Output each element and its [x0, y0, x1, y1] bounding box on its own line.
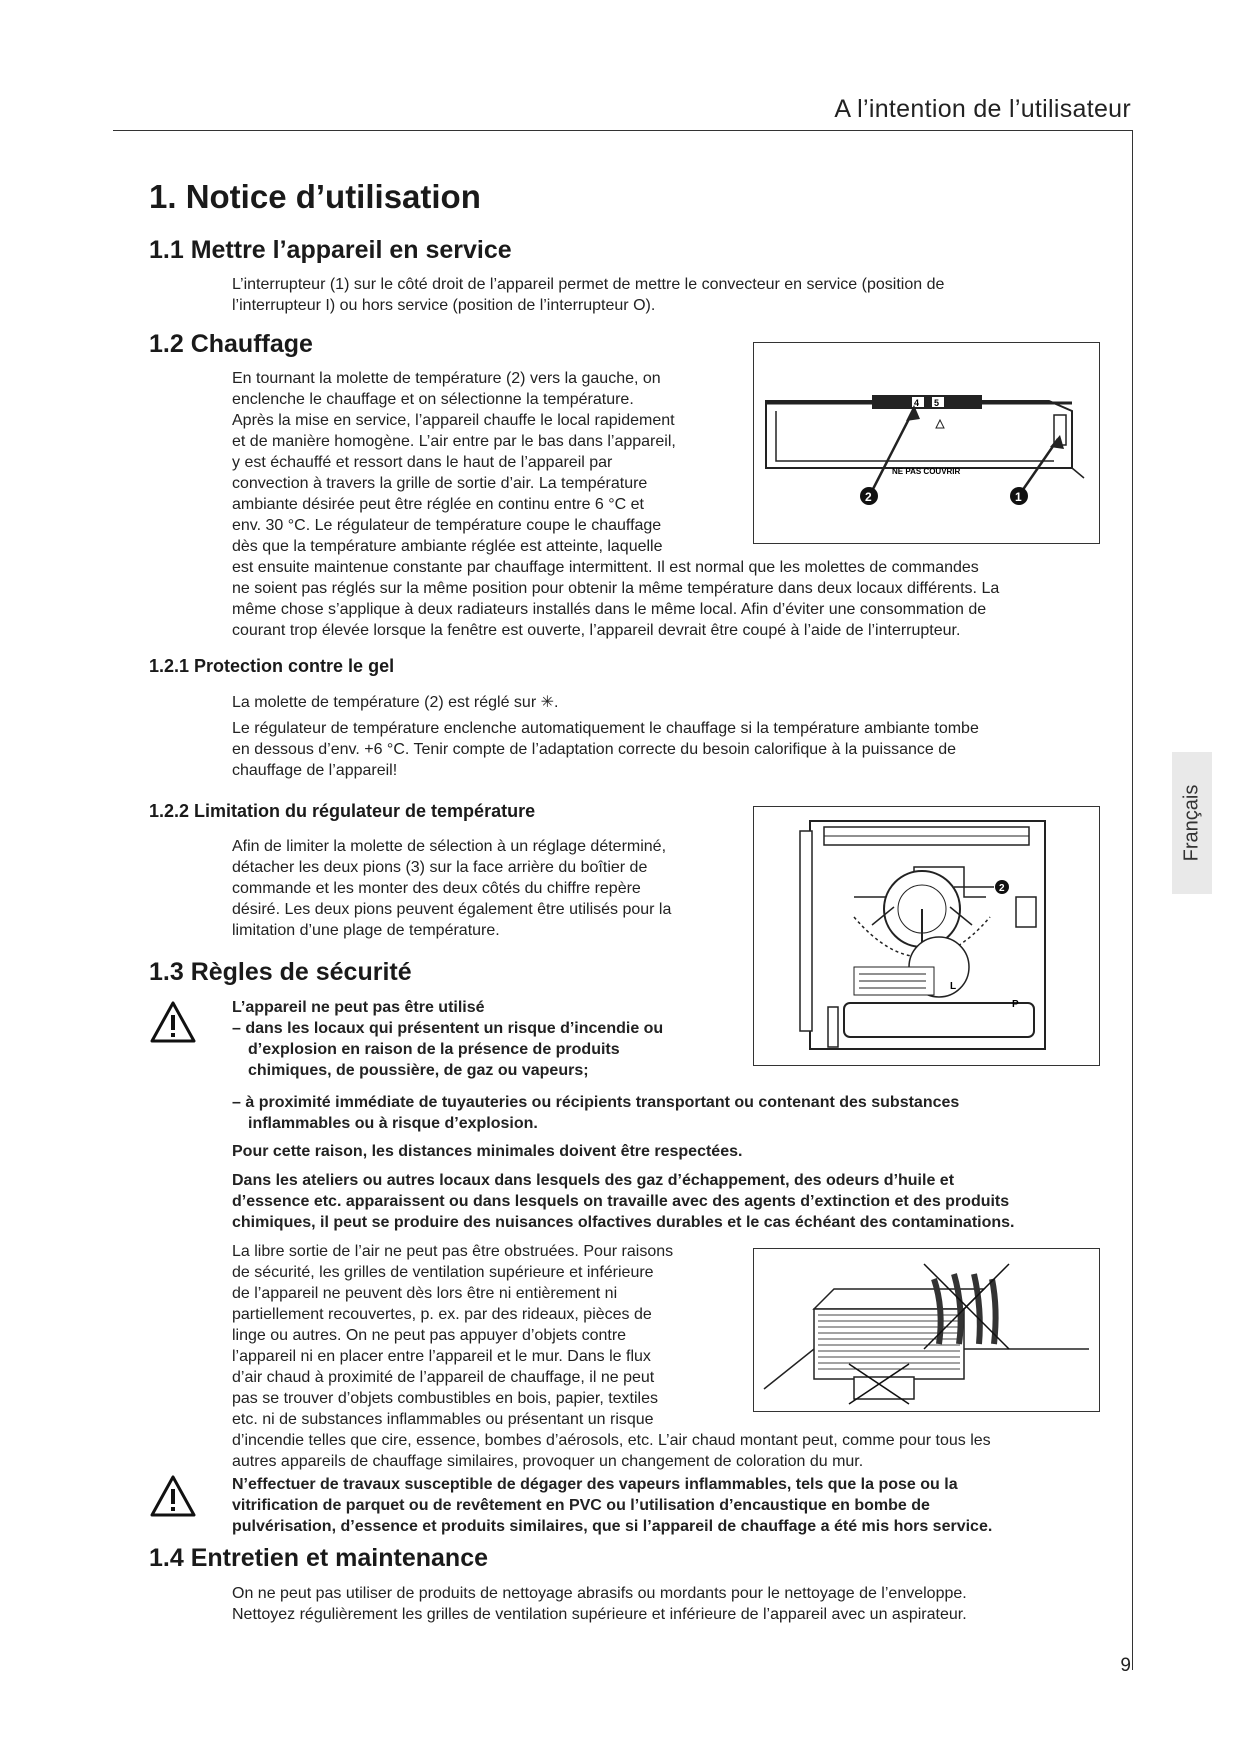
text-line: enclenche le chauffage et on sélectionne la température. — [232, 391, 634, 408]
text-line: etc. ni de substances inflammables ou présentant un risque — [232, 1411, 654, 1428]
warning-dash-2 — [232, 1092, 1112, 1134]
distances-note: Pour cette raison, les distances minimales doivent être respectées. — [232, 1143, 743, 1160]
label-p: P — [1012, 999, 1019, 1010]
text-line: en dessous d’env. +6 °C. Tenir compte de l’adaptation correcte du besoin calorifique à la puissance de — [232, 741, 957, 758]
text-line: L’interrupteur (1) sur le côté droit de l’appareil permet de mettre le convecteur en service (position de — [232, 276, 945, 293]
dash-item-line: – dans les locaux qui présentent un risque d’incendie ou — [232, 1020, 664, 1037]
text-line: l’appareil ni en placer entre l’appareil et le mur. Dans le flux — [232, 1348, 651, 1365]
text-line: vitrification de parquet ou de revêtement en PVC ou l’utilisation d’encaustique en bombe de — [232, 1497, 930, 1514]
heater-controls-illustration — [754, 343, 1099, 543]
callout-2: 2 — [999, 883, 1005, 894]
text-line: commande et les monter des deux côtés du chiffre repère — [232, 880, 641, 897]
text-line: est ensuite maintenue constante par chauffage intermittent. Il est normal que les molettes de commandes — [232, 559, 979, 576]
heading-1-2-2: 1.2.2 Limitation du régulateur de température — [149, 801, 536, 821]
text-line: et de manière homogène. L’air entre par le bas dans l’appareil, — [232, 433, 676, 450]
callout-1: 1 — [1015, 490, 1022, 504]
do-not-cover-illustration — [754, 1249, 1099, 1411]
text-line: pulvérisation, d’essence et produits similaires, que si l’appareil de chauffage a été mis hors service. — [232, 1518, 993, 1535]
text-line: linge ou autres. On ne peut pas appuyer d’objets contre — [232, 1327, 627, 1344]
paragraph-1-1 — [232, 274, 1102, 316]
warning-triangle-icon — [150, 1474, 196, 1518]
control-box-illustration — [754, 807, 1099, 1065]
paragraph-1-2-wide — [232, 557, 1112, 641]
text-line: ambiante désirée peut être réglée en continu entre 6 °C et — [232, 496, 644, 513]
text-line: On ne peut pas utiliser de produits de nettoyage abrasifs ou mordants pour le nettoyage de l’enveloppe. — [232, 1585, 967, 1602]
dial-number-4: 4 — [914, 398, 920, 408]
text-line: de sécurité, les grilles de ventilation supérieure et inférieure — [232, 1264, 654, 1281]
language-tab — [1172, 752, 1212, 894]
dial-number-5: 5 — [934, 398, 940, 408]
paragraph-1-2-2 — [232, 836, 732, 941]
heading-1-4: 1.4 Entretien et maintenance — [149, 1544, 489, 1572]
warning-usage-list — [232, 997, 732, 1081]
language-tab-label: Français — [1180, 784, 1203, 862]
text-line: désiré. Les deux pions peuvent également être utilisés pour la — [232, 901, 672, 918]
text-line: pas se trouver d’objets combustibles en bois, papier, textiles — [232, 1390, 659, 1407]
text-line: l’interrupteur I) ou hors service (position de l’interrupteur O). — [232, 297, 656, 314]
frost-protection-setting: La molette de température (2) est réglé sur ✳. — [232, 694, 559, 711]
label-ne-pas-couvrir: NE PAS COUVRIR — [892, 467, 961, 476]
text-line: Dans les ateliers ou autres locaux dans lesquels des gaz d’échappement, des odeurs d’huile et — [232, 1172, 955, 1189]
text-line: dès que la température ambiante réglée est atteinte, laquelle — [232, 538, 663, 555]
text-line: détacher les deux pions (3) sur la face arrière du boîtier de — [232, 859, 648, 876]
text-line: En tournant la molette de température (2) vers la gauche, on — [232, 370, 661, 387]
figure-heater-controls — [753, 342, 1100, 544]
section-title: 1. Notice d’utilisation — [149, 178, 481, 215]
dash-item-line: inflammables ou à risque d’explosion. — [248, 1115, 538, 1132]
air-outlet-paragraph-narrow — [232, 1241, 732, 1430]
text-line: courant trop élevée lorsque la fenêtre est ouverte, l’appareil devrait être coupé à l’aide de l’interrupteur. — [232, 622, 961, 639]
text-line: La libre sortie de l’air ne peut pas être obstruées. Pour raisons — [232, 1243, 674, 1260]
text-line: y est échauffé et ressort dans le haut de l’appareil par — [232, 454, 613, 471]
flammable-vapours-warning — [232, 1474, 1112, 1537]
heading-1-2: 1.2 Chauffage — [149, 330, 313, 358]
figure-do-not-cover — [753, 1248, 1100, 1412]
text-line: de l’appareil ne peuvent dès lors être ni entièrement ni — [232, 1285, 618, 1302]
text-line: partiellement recouvertes, p. ex. par des rideaux, pièces de — [232, 1306, 652, 1323]
warning-intro: L’appareil ne peut pas être utilisé — [232, 999, 485, 1016]
text-line: limitation d’une plage de température. — [232, 922, 500, 939]
text-line: convection à travers la grille de sortie d’air. La température — [232, 475, 648, 492]
text-line: env. 30 °C. Le régulateur de température coupe le chauffage — [232, 517, 662, 534]
right-margin-rule — [1132, 130, 1133, 1670]
paragraph-1-2-narrow — [232, 368, 732, 557]
text-line: d’air chaud à proximité de l’appareil de chauffage, il ne peut — [232, 1369, 655, 1386]
text-line: Le régulateur de température enclenche automatiquement le chauffage si la température ambiante tombe — [232, 720, 979, 737]
dash-item-line: – à proximité immédiate de tuyauteries ou récipients transportant ou contenant des substances — [232, 1094, 960, 1111]
heading-1-2-1: 1.2.1 Protection contre le gel — [149, 656, 395, 676]
text-line: Afin de limiter la molette de sélection à un réglage déterminé, — [232, 838, 667, 855]
text-line: même chose s’applique à deux radiateurs installés dans le même local. Afin d’éviter une consommation de — [232, 601, 987, 618]
heading-1-1: 1.1 Mettre l’appareil en service — [149, 236, 512, 264]
air-outlet-paragraph-wide — [232, 1430, 1112, 1472]
page-number: 9 — [1120, 1655, 1131, 1676]
page-header-title: A l’intention de l’utilisateur — [834, 95, 1131, 123]
text-line: chimiques, il peut se produire des nuisances olfactives durables et le cas échéant des contaminations. — [232, 1214, 1015, 1231]
callout-2: 2 — [865, 490, 872, 504]
text-line: ne soient pas réglés sur la même position pour obtenir la même température dans deux locaux différents. La — [232, 580, 1000, 597]
text-line: autres appareils de chauffage similaires, provoquer un changement de coloration du mur. — [232, 1453, 864, 1470]
header-rule — [113, 130, 1133, 131]
text-line: d’incendie telles que cire, essence, bombes d’aérosols, etc. L’air chaud montant peut, comme pour tous les — [232, 1432, 991, 1449]
workshops-warning — [232, 1170, 1122, 1233]
text-line: Nettoyez régulièrement les grilles de ventilation supérieure et inférieure de l’appareil avec un aspirateur. — [232, 1606, 967, 1623]
paragraph-1-4 — [232, 1583, 1112, 1625]
warning-triangle-icon — [150, 1000, 196, 1044]
label-l: L — [950, 981, 957, 992]
dash-item-line: d’explosion en raison de la présence de produits — [248, 1041, 620, 1058]
dash-item-line: chimiques, de poussière, de gaz ou vapeurs; — [248, 1062, 589, 1079]
text-line: d’essence etc. apparaissent ou dans lesquels on travaille avec des agents d’extinction et des produits — [232, 1193, 1010, 1210]
text-line: chauffage de l’appareil! — [232, 762, 398, 779]
figure-control-box-rear — [753, 806, 1100, 1066]
text-line: N’effectuer de travaux susceptible de dégager des vapeurs inflammables, tels que la pose ou la — [232, 1476, 958, 1493]
text-line: Après la mise en service, l’appareil chauffe le local rapidement — [232, 412, 675, 429]
paragraph-1-2-1 — [232, 718, 1112, 781]
heading-1-3: 1.3 Règles de sécurité — [149, 958, 412, 986]
